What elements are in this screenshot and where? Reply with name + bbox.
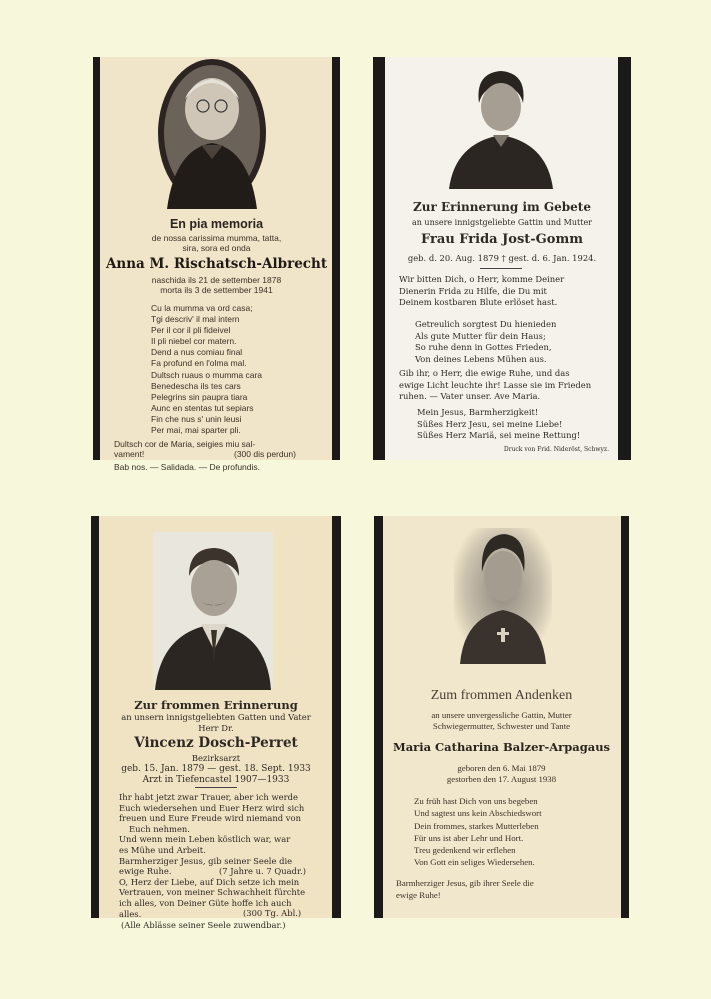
text-line: freuen und Eure Freude wird niemand von	[119, 813, 301, 824]
text-line: O, Herz der Liebe, auf Dich setze ich mein	[119, 876, 300, 887]
memorial-card-balzer-arpagaus	[374, 516, 629, 918]
verse-line: Fa profund en l'olma mal.	[151, 358, 247, 368]
verse-line: Fin che nus s' unin leusi	[151, 414, 242, 424]
intro-line: an unsere unvergessliche Gattin, Mutter	[431, 710, 572, 720]
card-title: Zur Erinnerung im Gebete	[413, 200, 591, 214]
verse-line: Von Gott ein seliges Wiedersehen.	[414, 857, 535, 868]
birth-date: naschida ils 21 de settember 1878	[151, 275, 282, 285]
intro-line: an unsere innigstgeliebte Gattin und Mutter	[411, 218, 593, 227]
verse-line: Per mai, mai sparter pli.	[151, 425, 241, 435]
career-note: Arzt in Tiefencastel 1907—1933	[142, 775, 290, 785]
prayer-line: vament!	[114, 449, 145, 459]
text-line: Wir bitten Dich, o Herr, komme Deiner	[399, 274, 565, 284]
text-line: ich alles, von Deiner Güte hoffe ich auch	[119, 897, 292, 908]
prayer-line: Dultsch cor de Maria, seigies miu sal-	[114, 439, 256, 449]
verse-line: Benedescha ils tes cars	[151, 381, 241, 391]
pleas	[417, 407, 580, 442]
deceased-name: Maria Catharina Balzer-Arpagaus	[392, 740, 611, 754]
portrait-photo	[153, 532, 273, 690]
death-date: gestorben den 17. August 1938	[446, 774, 557, 784]
text-line: ewige Ruhe.	[119, 866, 172, 877]
verse-line: Als gute Mutter für dein Haus;	[415, 330, 546, 341]
life-dates: geb. d. 20. Aug. 1879 † gest. d. 6. Jan. 1924.	[407, 253, 597, 263]
text-line: Euch wiedersehen und Euer Herz wird sich	[119, 802, 305, 813]
indulgence-note: (300 Tg. Abl.)	[243, 908, 302, 918]
deceased-name: Anna M. Rischatsch-Albrecht	[105, 256, 328, 272]
closing-prayers: Bab nos. — Salidada. — De profundis.	[114, 462, 260, 472]
verse-line: Dein frommes, starkes Mutterleben	[414, 820, 539, 831]
intro-line: an unsern innigstgeliebten Gatten und Vater	[121, 712, 311, 722]
honorific: Herr Dr.	[198, 723, 234, 733]
verse-line: Für uns ist aber Lehr und Hort.	[414, 832, 524, 843]
verse	[415, 319, 556, 365]
ornament-rule	[480, 268, 522, 269]
text-line: Deinem kostbaren Blute erlöset hast.	[399, 297, 558, 307]
text-line: Und wenn mein Leben köstlich war, war	[119, 834, 291, 845]
text-line: ruhen. — Vater unser. Ave Maria.	[399, 391, 541, 401]
portrait-photo	[157, 59, 267, 209]
deceased-name: Vincenz Dosch-Perret	[134, 735, 298, 751]
verse-line: Und sagtest uns kein Abschiedswort	[414, 808, 542, 819]
printer-credit: Druck von Frid. Nideröst, Schwyz.	[503, 446, 609, 453]
verse-line: Getreulich sorgtest Du hienieden	[415, 319, 557, 329]
indulgence-note: (300 dis perdun)	[234, 449, 296, 459]
verse-line: Dend a nus comiau final	[151, 347, 243, 357]
prayer	[396, 877, 534, 901]
indulgence-note: (7 Jahre u. 7 Quadr.)	[219, 866, 306, 876]
text-line: Barmherziger Jesus, gib seiner Seele die	[119, 855, 293, 866]
verse-line: Il pli niebel cor matern.	[151, 336, 237, 346]
deceased-name: Frau Frida Jost-Gomm	[421, 232, 583, 247]
text-line: es Mühe und Arbeit.	[119, 844, 206, 855]
verse-line: Cu la mumma va ord casa;	[151, 303, 253, 313]
text-line: Gib ihr, o Herr, die ewige Ruhe, und das	[399, 368, 570, 378]
card-title: Zur frommen Erinnerung	[134, 698, 298, 712]
verse-line: Zu früh hast Dich von uns begeben	[414, 796, 538, 806]
prayer-line: Barmherziger Jesus, gib ihrer Seele die	[396, 878, 534, 888]
text-line: Ihr habt jetzt zwar Trauer, aber ich werde	[119, 792, 298, 802]
life-dates: geb. 15. Jan. 1879 — gest. 18. Sept. 1933	[121, 764, 311, 774]
verse-line: Pelegrins sin paupra tiara	[151, 392, 248, 402]
death-date: morta ils 3 de settember 1941	[160, 285, 273, 295]
intro-line: de nossa carissima mumma, tatta,	[151, 233, 282, 243]
profession: Bezirksarzt	[191, 753, 241, 763]
verse-1	[151, 303, 253, 369]
portrait-photo	[445, 63, 557, 189]
verse-2	[151, 370, 262, 436]
verse-line: Treu gedenkend wir erflehen	[414, 845, 516, 856]
plea-line: Mein Jesus, Barmherzigkeit!	[417, 407, 539, 417]
text-line: Vertrauen, von meiner Schwachheit fürchte	[119, 887, 306, 898]
ornament-rule	[195, 787, 237, 788]
intro-line-2: sira, sora ed onda	[182, 243, 251, 253]
card-title: Zum frommen Andenken	[430, 688, 573, 703]
verse-line: Per il cor il pli fideivel	[151, 325, 231, 335]
portrait-photo	[454, 528, 552, 664]
verse-line: Aunc en stentas tut sepiars	[151, 403, 254, 413]
body-text	[119, 792, 305, 919]
memorial-card-rischatsch	[93, 57, 340, 472]
verse-line: Von deines Lebens Mühen aus.	[415, 353, 547, 364]
plea-line: Süßes Herz Mariä, sei meine Rettung!	[417, 430, 581, 440]
prayer-line: ewige Ruhe!	[396, 890, 441, 900]
intro-line-2: Schwiegermutter, Schwester und Tante	[432, 721, 571, 731]
verse	[414, 795, 542, 869]
text-line: ewige Licht leuchte ihr! Lasse sie im Frieden	[399, 379, 592, 390]
plea-line: Süßes Herz Jesu, sei meine Liebe!	[417, 418, 563, 429]
verse-line: Dultsch ruaus o mumma cara	[151, 370, 263, 380]
verse-line: Tgi descriv' il mal intern	[151, 314, 240, 324]
memorial-card-dosch-perret	[91, 516, 341, 930]
text-line: alles.	[119, 908, 142, 919]
requiem-paragraph	[399, 368, 591, 403]
petition-paragraph	[399, 274, 564, 309]
card-title: En pia memoria	[169, 217, 264, 231]
verse-line: So ruhe denn in Gottes Frieden,	[415, 342, 552, 352]
birth-date: geboren den 6. Mai 1879	[457, 763, 546, 773]
closing-note: (Alle Ablässe seiner Seele zuwendbar.)	[121, 920, 286, 930]
text-line: Dienerin Frida zu Hilfe, die Du mit	[399, 285, 547, 296]
text-line: Euch nehmen.	[129, 823, 190, 834]
memorial-card-jost-gomm	[373, 57, 631, 460]
